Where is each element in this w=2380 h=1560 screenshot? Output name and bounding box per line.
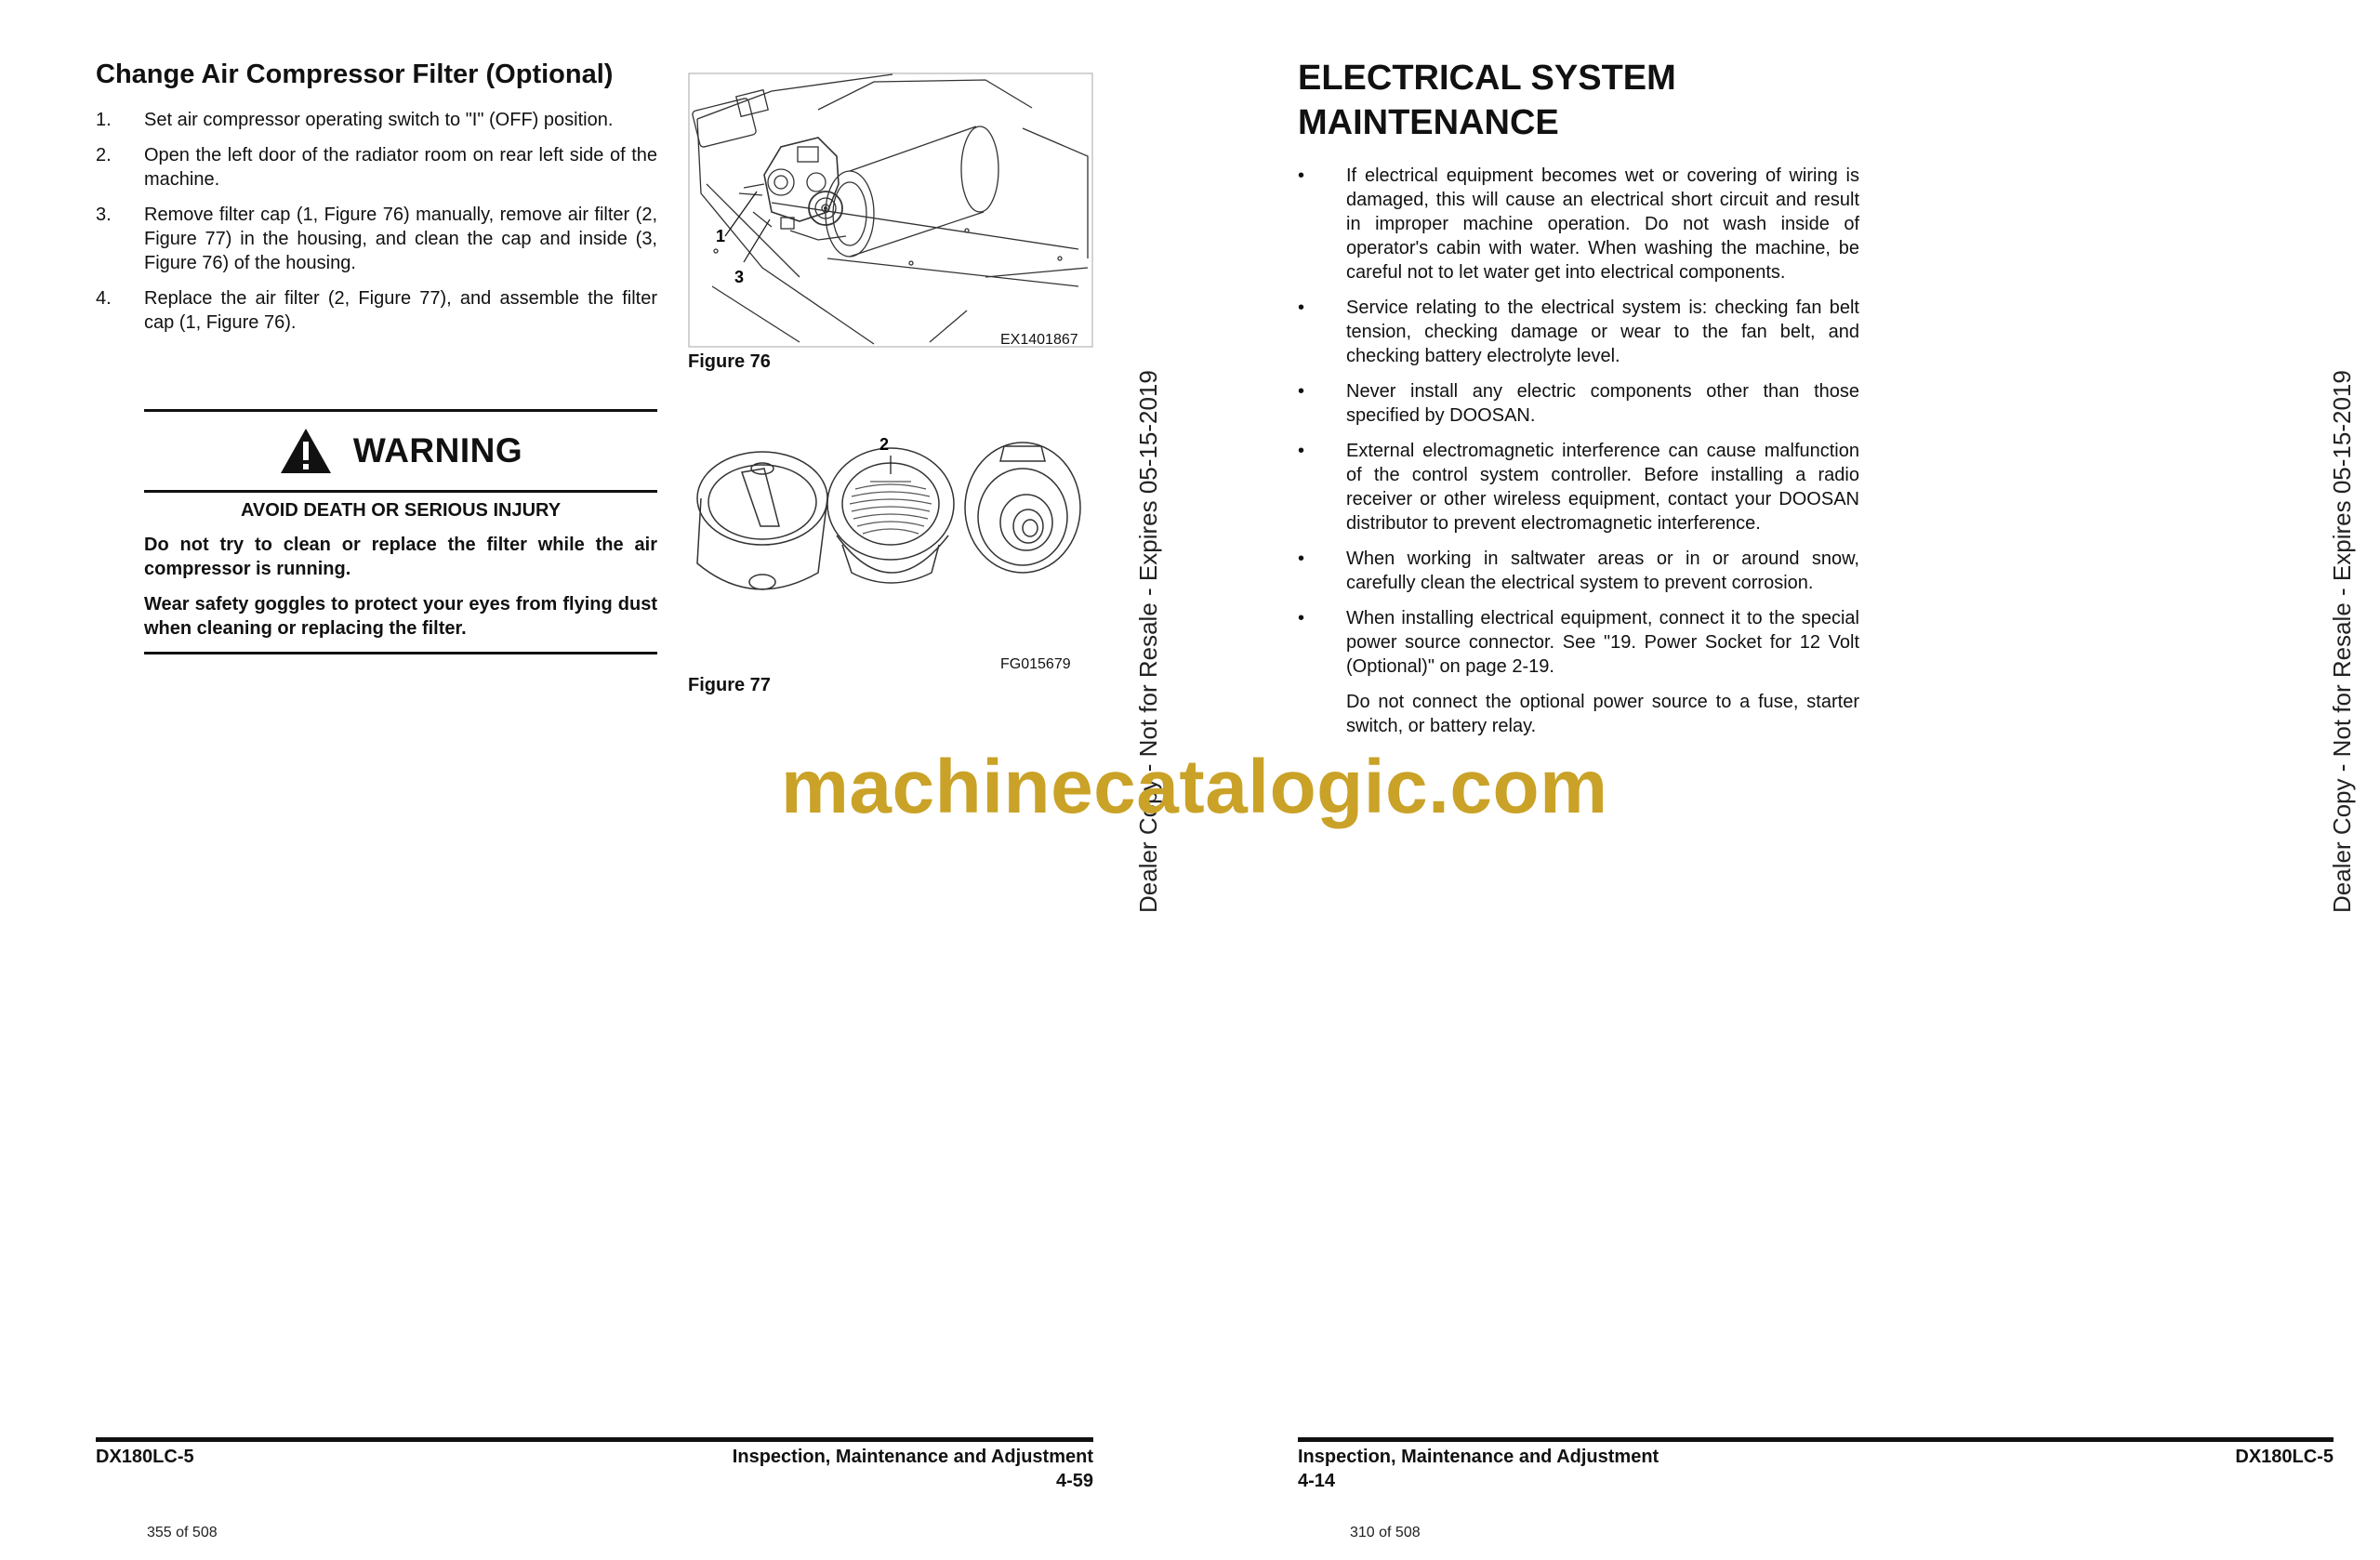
- step-text: Replace the air filter (2, Figure 77), and assemble the filter cap (1, Figure 76).: [144, 288, 657, 333]
- warning-box: [144, 409, 657, 654]
- warning-paragraph: Do not try to clean or replace the filter while the air compressor is running.: [144, 535, 657, 579]
- bullet-glyph: •: [1298, 297, 1305, 318]
- page-count: 310 of 508: [1350, 1525, 1421, 1540]
- figure-77-code: FG015679: [1000, 656, 1071, 672]
- bullet-text: If electrical equipment becomes wet or covering of wiring is damaged, this will cause an electrical short circuit and result in improper machine operation. Do not wash inside of operator's cabin with water. When washing the machine, be careful not to let water get into electrical components.: [1346, 165, 1859, 283]
- watermark: machinecatalogic.com: [781, 745, 1608, 829]
- bullet-text: When working in saltwater areas or in or around snow, carefully clean the electrical system to prevent corrosion.: [1346, 549, 1859, 593]
- chapter-title-line: ELECTRICAL SYSTEM: [1298, 59, 1676, 98]
- bullet-glyph: •: [1298, 608, 1305, 628]
- procedure-steps: [96, 108, 657, 346]
- bullet-item: [1298, 439, 1859, 535]
- step-item: [96, 203, 657, 275]
- step-text: Set air compressor operating switch to "I" (OFF) position.: [144, 110, 614, 130]
- step-number: 2.: [96, 145, 112, 165]
- warning-header: [144, 412, 657, 490]
- chapter-title-line: MAINTENANCE: [1298, 103, 1559, 142]
- chapter-title: [1298, 56, 1856, 145]
- step-text: Remove filter cap (1, Figure 76) manually, remove air filter (2, Figure 77) in the housing, and clean the cap and inside (3, Figure 76) of the housing.: [144, 205, 657, 273]
- figure-77: [688, 433, 1093, 619]
- callout-1: 1: [716, 227, 726, 245]
- step-number: 1.: [96, 110, 112, 130]
- warning-subtitle: AVOID DEATH OR SERIOUS INJURY: [240, 500, 562, 521]
- footer-rule: [1298, 1437, 2334, 1442]
- step-text: Open the left door of the radiator room on rear left side of the machine.: [144, 145, 657, 190]
- footer-page-number: 4-59: [1055, 1471, 1093, 1491]
- bullet-item: [1298, 296, 1859, 368]
- figure-77-caption: Figure 77: [688, 675, 771, 695]
- footer-model: DX180LC-5: [2235, 1447, 2334, 1467]
- maintenance-bullets: [1298, 164, 1859, 749]
- figure-76: [688, 73, 1093, 348]
- figure-76-caption: Figure 76: [688, 351, 771, 372]
- callout-2: 2: [879, 435, 890, 454]
- footer-rule: [96, 1437, 1093, 1442]
- warning-paragraph: Wear safety goggles to protect your eyes from flying dust when cleaning or replacing the filter.: [144, 594, 657, 639]
- bullet-text: When installing electrical equipment, connect it to the special power source connector. See "19. Power Socket for 12 Volt (Optional)" on page 2-19.: [1346, 608, 1859, 677]
- bullet-glyph: •: [1298, 441, 1305, 461]
- footer-section: Inspection, Maintenance and Adjustment: [1298, 1447, 1659, 1467]
- bullet-item: [1298, 547, 1859, 595]
- step-item: [96, 143, 657, 192]
- bullet-glyph: •: [1298, 381, 1305, 402]
- page-count: 355 of 508: [147, 1525, 218, 1540]
- footer-page-number: 4-14: [1298, 1471, 1336, 1491]
- step-number: 4.: [96, 288, 112, 309]
- callout-3: 3: [734, 268, 745, 286]
- bullet-text-block: [1346, 606, 1859, 738]
- air-filter-illustration: [688, 433, 1093, 619]
- bullet-text: External electromagnetic interference can cause malfunction of the control system controller. Before installing a radio receiver or other wireless equipment, contact your DOOSAN distributor to prevent electromagnetic interference.: [1346, 441, 1859, 534]
- bullet-text: Service relating to the electrical system is: checking fan belt tension, checking damage or wear to the fan belt, and checking battery electrolyte level.: [1346, 297, 1859, 366]
- step-item: [96, 286, 657, 335]
- warning-mid-rule: [144, 490, 657, 493]
- figure-76-code: EX1401867: [1000, 332, 1078, 348]
- step-number: 3.: [96, 205, 112, 225]
- bullet-glyph: •: [1298, 165, 1305, 186]
- section-title: Change Air Compressor Filter (Optional): [96, 59, 614, 89]
- bullet-glyph: •: [1298, 549, 1305, 569]
- dealer-stamp-left: Dealer Copy - Not for Resale - Expires 05-15-2019: [1134, 370, 1162, 913]
- warning-title: WARNING: [352, 431, 523, 469]
- bullet-item: [1298, 164, 1859, 284]
- footer-model: DX180LC-5: [96, 1447, 194, 1467]
- dealer-stamp-right: Dealer Copy - Not for Resale - Expires 05-15-2019: [2328, 370, 2356, 913]
- bullet-item: [1298, 379, 1859, 428]
- air-compressor-illustration: [688, 73, 1093, 348]
- bullet-item: [1298, 606, 1859, 738]
- warning-triangle-icon: [279, 427, 333, 475]
- bullet-text: Never install any electric components other than those specified by DOOSAN.: [1346, 381, 1859, 426]
- footer-section: Inspection, Maintenance and Adjustment: [732, 1447, 1093, 1467]
- bullet-note: Do not connect the optional power source to a fuse, starter switch, or battery relay.: [1346, 692, 1859, 736]
- step-item: [96, 108, 657, 132]
- warning-bottom-rule: [144, 652, 657, 654]
